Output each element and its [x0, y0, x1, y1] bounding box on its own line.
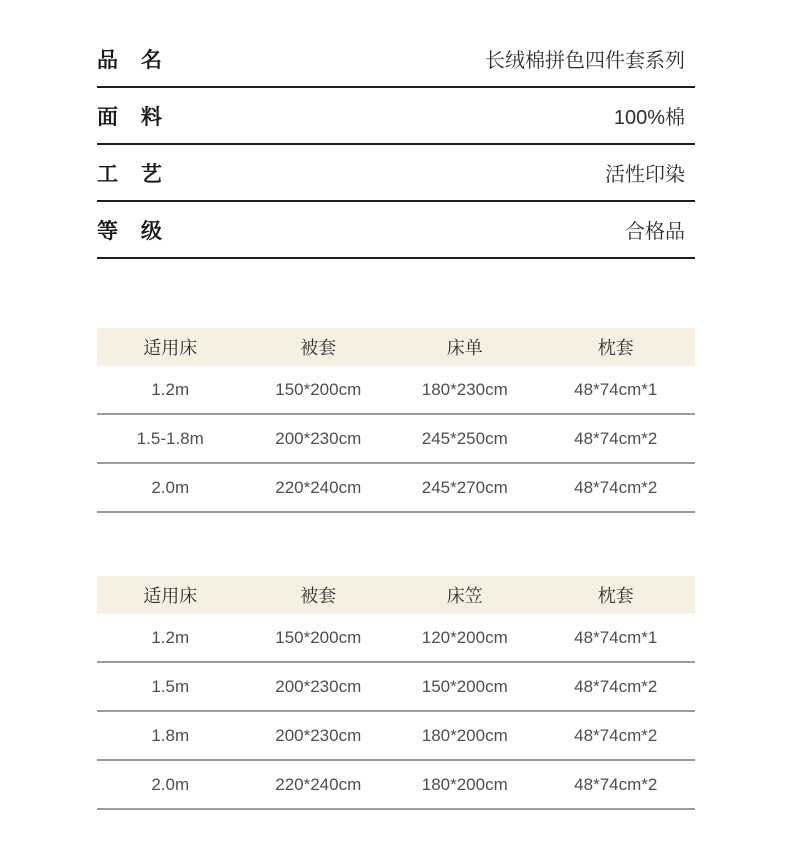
cell-flat-sheet: 180*230cm [393, 366, 537, 414]
attribute-value: 合格品 [625, 221, 685, 243]
cell-bed-size: 2.0m [97, 463, 244, 512]
cell-flat-sheet: 245*250cm [393, 414, 537, 463]
cell-pillowcase: 48*74cm*2 [537, 463, 695, 512]
cell-fitted-sheet: 180*200cm [393, 760, 537, 809]
table-row [97, 463, 695, 512]
table-row [97, 366, 695, 414]
size-table-flat-sheet-set [97, 328, 695, 513]
cell-duvet-cover: 200*230cm [244, 662, 394, 711]
cell-pillowcase: 48*74cm*1 [537, 366, 695, 414]
cell-duvet-cover: 150*200cm [244, 366, 394, 414]
attribute-value: 长绒棉拼色四件套系列 [485, 50, 685, 72]
cell-bed-size: 2.0m [97, 760, 244, 809]
cell-fitted-sheet: 150*200cm [393, 662, 537, 711]
table-row [97, 711, 695, 760]
column-header-bed-size: 适用床 [97, 576, 244, 614]
cell-pillowcase: 48*74cm*2 [537, 414, 695, 463]
attribute-row-craft [97, 145, 695, 202]
column-header-fitted-sheet: 床笠 [393, 576, 537, 614]
attribute-row-product-name [97, 31, 695, 88]
cell-bed-size: 1.8m [97, 711, 244, 760]
table-header-row [97, 328, 695, 366]
table-header-row [97, 576, 695, 614]
cell-bed-size: 1.5-1.8m [97, 414, 244, 463]
cell-bed-size: 1.5m [97, 662, 244, 711]
cell-duvet-cover: 220*240cm [244, 760, 394, 809]
attribute-row-grade [97, 202, 695, 259]
cell-flat-sheet: 245*270cm [393, 463, 537, 512]
cell-duvet-cover: 220*240cm [244, 463, 394, 512]
attribute-label: 等 级 [97, 219, 163, 243]
attribute-label: 面 料 [97, 105, 163, 129]
cell-fitted-sheet: 180*200cm [393, 711, 537, 760]
cell-duvet-cover: 150*200cm [244, 614, 394, 662]
cell-pillowcase: 48*74cm*2 [537, 760, 695, 809]
cell-duvet-cover: 200*230cm [244, 711, 394, 760]
attribute-value: 活性印染 [605, 164, 685, 186]
column-header-flat-sheet: 床单 [393, 328, 537, 366]
cell-bed-size: 1.2m [97, 366, 244, 414]
column-header-pillowcase: 枕套 [537, 576, 695, 614]
table-row [97, 414, 695, 463]
attribute-row-fabric [97, 88, 695, 145]
size-table-fitted-sheet-set [97, 576, 695, 810]
table-row [97, 662, 695, 711]
column-header-duvet-cover: 被套 [244, 328, 394, 366]
table-row [97, 760, 695, 809]
attribute-label: 品 名 [97, 48, 163, 72]
column-header-pillowcase: 枕套 [537, 328, 695, 366]
table-row [97, 614, 695, 662]
attribute-value: 100%棉 [613, 107, 685, 129]
cell-fitted-sheet: 120*200cm [393, 614, 537, 662]
cell-pillowcase: 48*74cm*1 [537, 614, 695, 662]
cell-pillowcase: 48*74cm*2 [537, 711, 695, 760]
cell-pillowcase: 48*74cm*2 [537, 662, 695, 711]
cell-bed-size: 1.2m [97, 614, 244, 662]
product-attributes [97, 31, 695, 259]
column-header-duvet-cover: 被套 [244, 576, 394, 614]
cell-duvet-cover: 200*230cm [244, 414, 394, 463]
attribute-label: 工 艺 [97, 162, 163, 186]
column-header-bed-size: 适用床 [97, 328, 244, 366]
